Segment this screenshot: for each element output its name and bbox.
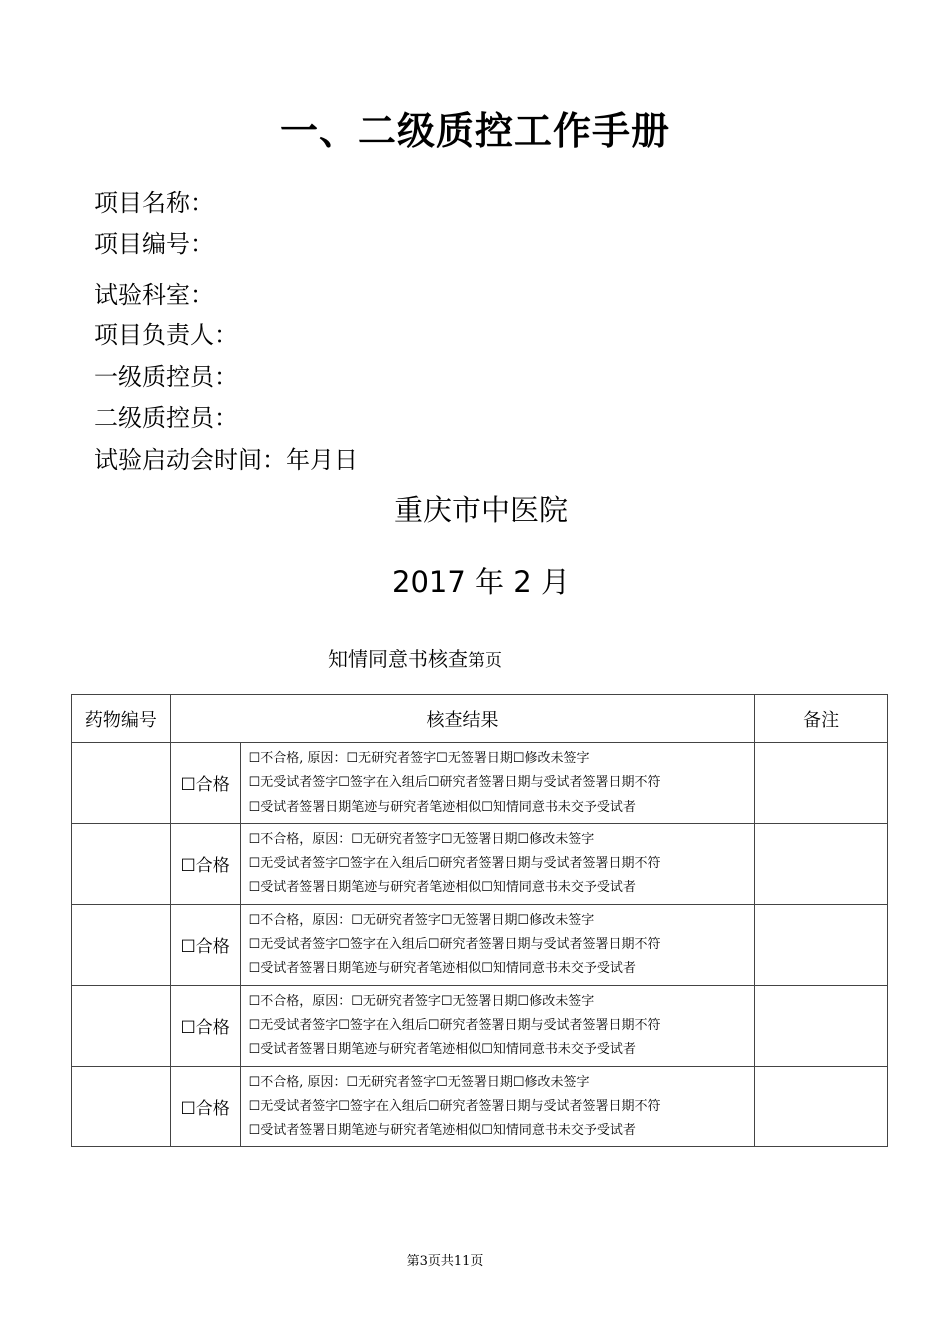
result-line[interactable]: ☐不合格, 原因：☐无研究者签字☐无签署日期☐修改未签字	[248, 751, 590, 766]
field-department: 试验科室：	[94, 281, 214, 309]
result-line[interactable]: ☐受试者签署日期笔迹与研究者笔迹相似☐知情同意书未交予受试者	[248, 799, 636, 815]
result-line[interactable]: ☐受试者签署日期笔迹与研究者笔迹相似☐知情同意书未交予受试者	[248, 1123, 636, 1139]
field-qc-level-2: 二级质控员：	[94, 404, 238, 432]
note-cell	[755, 985, 888, 1066]
note-cell	[755, 823, 888, 904]
table-title-main: 知情同意书核查	[328, 647, 468, 671]
result-line[interactable]: ☐不合格，原因：☐无研究者签字☐无签署日期☐修改未签字	[248, 993, 595, 1009]
result-cell	[240, 904, 755, 985]
drug-number-cell	[72, 743, 171, 824]
field-project-leader: 项目负责人：	[94, 321, 238, 349]
result-line[interactable]: ☐无受试者签字☐签字在入组后☐研究者签署日期与受试者签署日期不符	[248, 856, 661, 872]
result-line[interactable]: ☐受试者签署日期笔迹与研究者笔迹相似☐知情同意书未交予受试者	[248, 880, 636, 896]
page-footer: 第3页共11页	[406, 1254, 484, 1269]
table-row	[72, 985, 888, 1066]
result-line[interactable]: ☐无受试者签字☐签字在入组后☐研究者签署日期与受试者签署日期不符	[248, 1017, 661, 1033]
table-row	[72, 743, 888, 824]
pass-checkbox[interactable]: ☐合格	[170, 743, 240, 824]
result-line[interactable]: ☐不合格，原因：☐无研究者签字☐无签署日期☐修改未签字	[248, 831, 595, 847]
organization-name: 重庆市中医院	[393, 493, 568, 527]
result-cell	[240, 985, 755, 1066]
result-line[interactable]: ☐不合格，原因：☐无研究者签字☐无签署日期☐修改未签字	[248, 912, 595, 928]
note-cell	[755, 743, 888, 824]
result-line[interactable]: ☐受试者签署日期笔迹与研究者笔迹相似☐知情同意书未交予受试者	[248, 1042, 636, 1058]
document-date: 2017 年 2 月	[392, 565, 570, 599]
drug-number-cell	[72, 904, 171, 985]
drug-number-cell	[72, 985, 171, 1066]
consent-check-table	[71, 694, 888, 1147]
header-note: 备注	[755, 695, 888, 743]
result-line[interactable]: ☐无受试者签字☐签字在入组后☐研究者签署日期与受试者签署日期不符	[248, 775, 661, 791]
note-cell	[755, 1066, 888, 1147]
note-cell	[755, 904, 888, 985]
header-check-result: 核查结果	[170, 695, 755, 743]
table-header-row	[72, 695, 888, 743]
header-drug-number: 药物编号	[72, 695, 171, 743]
drug-number-cell	[72, 823, 171, 904]
result-cell	[240, 823, 755, 904]
field-project-name: 项目名称：	[94, 189, 214, 217]
table-title	[328, 643, 502, 672]
result-cell	[240, 1066, 755, 1147]
result-line[interactable]: ☐不合格, 原因：☐无研究者签字☐无签署日期☐修改未签字	[248, 1074, 590, 1090]
result-line[interactable]: ☐受试者签署日期笔迹与研究者笔迹相似☐知情同意书未交予受试者	[248, 961, 636, 977]
result-cell	[240, 743, 755, 824]
result-line[interactable]: ☐无受试者签字☐签字在入组后☐研究者签署日期与受试者签署日期不符	[248, 1098, 661, 1114]
table-row	[72, 1066, 888, 1147]
result-line[interactable]: ☐无受试者签字☐签字在入组后☐研究者签署日期与受试者签署日期不符	[248, 937, 661, 953]
table-title-page: 第页	[468, 651, 502, 671]
field-project-number: 项目编号：	[94, 230, 214, 258]
field-kickoff-time: 试验启动会时间：年月日	[94, 446, 358, 474]
table-row	[72, 904, 888, 985]
drug-number-cell	[72, 1066, 171, 1147]
table-row	[72, 823, 888, 904]
pass-checkbox[interactable]: ☐合格	[170, 904, 240, 985]
field-qc-level-1: 一级质控员：	[94, 363, 238, 391]
page-title: 一、二级质控工作手册	[279, 109, 670, 153]
pass-checkbox[interactable]: ☐合格	[170, 1066, 240, 1147]
pass-checkbox[interactable]: ☐合格	[170, 823, 240, 904]
pass-checkbox[interactable]: ☐合格	[170, 985, 240, 1066]
